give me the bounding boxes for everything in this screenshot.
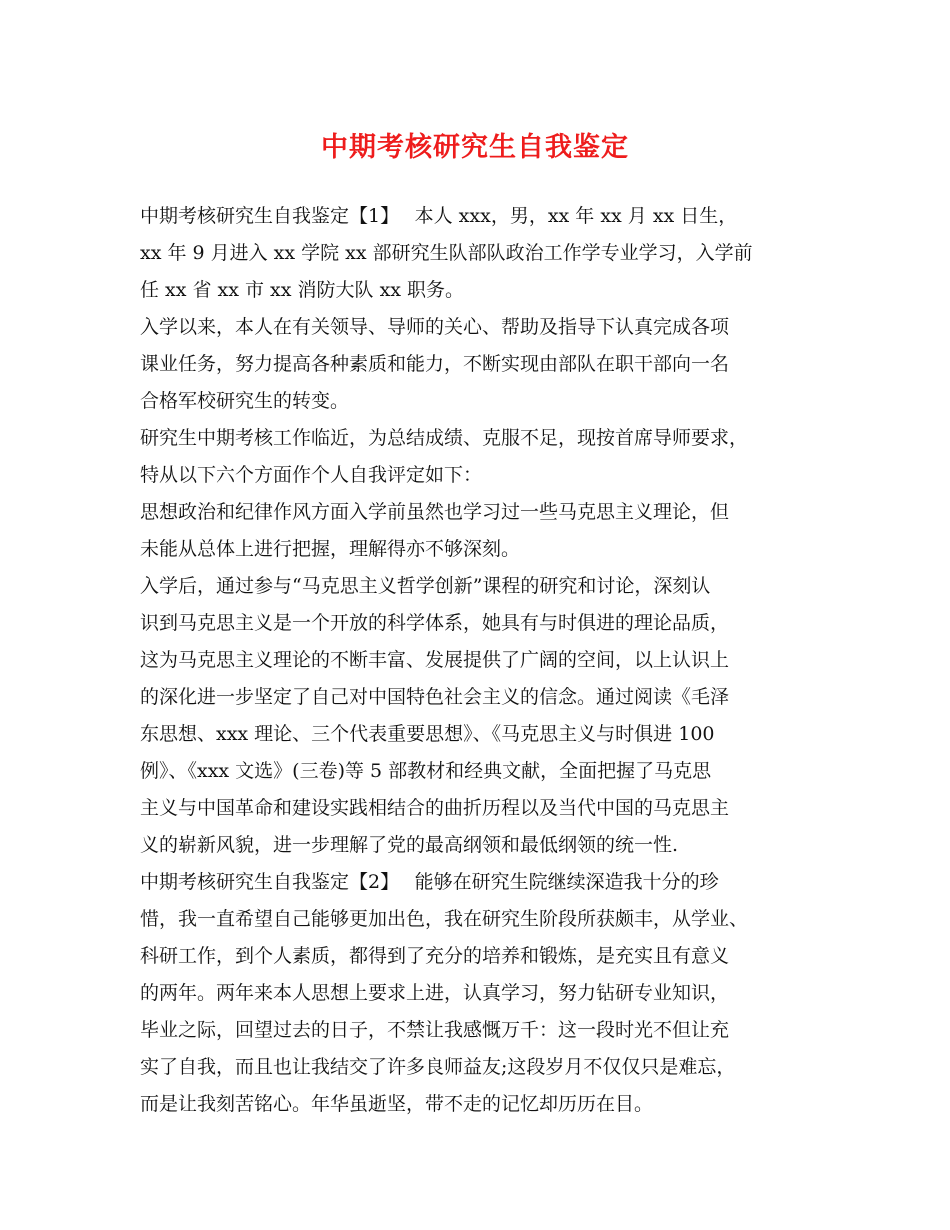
text-line: 识到马克思主义是一个开放的科学体系，她具有与时俱进的理论品质， (140, 612, 730, 634)
text-line: 合格军校研究生的转变。 (140, 390, 350, 412)
text-line: 义的崭新风貌，进一步理解了党的最高纲领和最低纲领的统一性. (140, 834, 679, 856)
text-line: 未能从总体上进行把握，理解得亦不够深刻。 (140, 538, 521, 560)
text-line: 思想政治和纪律作风方面入学前虽然也学习过一些马克思主义理论，但 (140, 501, 730, 523)
text-line: 的两年。两年来本人思想上要求上进，认真学习，努力钻研专业知识， (140, 982, 730, 1004)
text-line: 实了自我，而且也让我结交了许多良师益友;这段岁月不仅仅只是难忘， (140, 1056, 736, 1078)
text-line: 入学以来，本人在有关领导、导师的关心、帮助及指导下认真完成各项 (140, 316, 730, 338)
document-body (140, 198, 840, 1123)
text-line: 惜，我一直希望自己能够更加出色，我在研究生阶段所获颇丰，从学业、 (140, 908, 749, 930)
text-line: 任 xx 省 xx 市 xx 消防大队 xx 职务。 (140, 279, 465, 301)
text-line: 毕业之际，回望过去的日子，不禁让我感慨万千：这一段时光不但让充 (140, 1019, 730, 1041)
text-line: 中期考核研究生自我鉴定【2】 能够在研究生院继续深造我十分的珍 (140, 871, 719, 893)
text-line: 课业任务，努力提高各种素质和能力，不断实现由部队在职干部向一名 (140, 353, 730, 375)
text-line: 这为马克思主义理论的不断丰富、发展提供了广阔的空间，以上认识上 (140, 649, 730, 671)
text-line: 东思想、xxx 理论、三个代表重要思想》、《马克思主义与时俱进 100 (140, 723, 715, 745)
text-line: 研究生中期考核工作临近，为总结成绩、克服不足，现按首席导师要求， (140, 427, 749, 449)
text-line: xx 年 9 月进入 xx 学院 xx 部研究生队部队政治工作学专业学习，入学前 (140, 242, 753, 264)
text-line: 主义与中国革命和建设实践相结合的曲折历程以及当代中国的马克思主 (140, 797, 730, 819)
document-title: 中期考核研究生自我鉴定 (321, 132, 629, 163)
text-line: 科研工作，到个人素质，都得到了充分的培养和锻炼，是充实且有意义 (140, 945, 730, 967)
text-line: 入学后，通过参与“马克思主义哲学创新”课程的研究和讨论，深刻认 (140, 575, 711, 597)
text-line: 特从以下六个方面作个人自我评定如下： (140, 464, 483, 486)
text-line: 而是让我刻苦铭心。年华虽逝坚，带不走的记忆却历历在目。 (140, 1093, 654, 1115)
text-line: 中期考核研究生自我鉴定【1】 本人 xxx，男，xx 年 xx 月 xx 日生， (140, 205, 738, 227)
text-line: 的深化进一步坚定了自己对中国特色社会主义的信念。通过阅读《毛泽 (140, 686, 730, 708)
text-line: 例》、《xxx 文选》(三卷)等 5 部教材和经典文献，全面把握了马克思 (140, 760, 712, 782)
